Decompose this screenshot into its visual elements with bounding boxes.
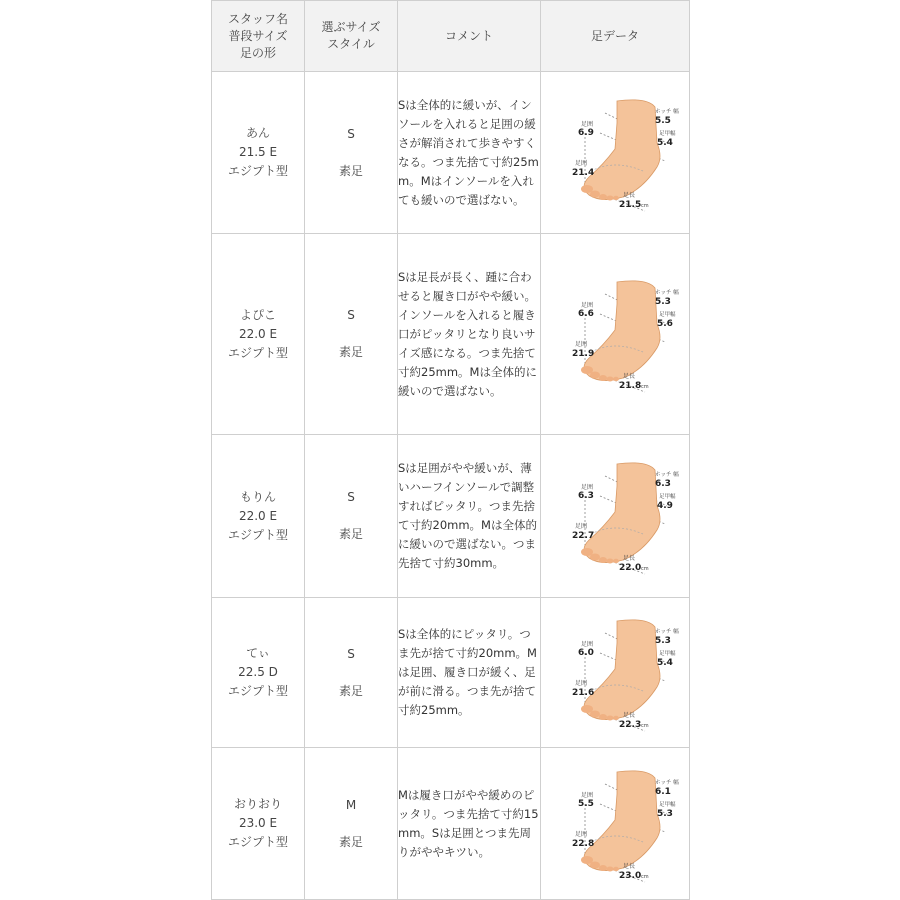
staff-name: よぴこ: [239, 307, 276, 322]
chosen-size: S: [347, 126, 355, 141]
length-label: 足長: [623, 191, 636, 199]
toe-width-label: ホッチ 幅: [655, 779, 679, 786]
foot-shape: エジプト型: [227, 835, 288, 849]
foot-diagram: [545, 764, 685, 884]
length-unit: cm: [641, 873, 649, 880]
table-row: [212, 72, 690, 234]
table-row: [212, 435, 690, 598]
foot-length-value: 22.3: [619, 719, 642, 730]
chosen-size: M: [345, 797, 357, 812]
girth-label: 足囲: [575, 341, 588, 348]
length-label: 足長: [623, 555, 636, 562]
foot-girth-value: 22.8: [572, 838, 595, 849]
foot-diagram: [545, 93, 685, 213]
instep-label: 足囲: [581, 484, 594, 491]
length-unit: cm: [641, 202, 649, 209]
girth-label: 足囲: [575, 679, 588, 687]
foot-shape: エジプト型: [227, 527, 288, 542]
chosen-size: S: [347, 490, 355, 504]
staff-cell: [212, 598, 305, 748]
toe-width-value: 5.3: [655, 635, 671, 646]
ball-width-value: 4.9: [657, 501, 673, 511]
table-row: [212, 748, 690, 900]
foot-data-cell: [541, 72, 690, 234]
foot-diagram: [545, 274, 685, 394]
header-foot-data: 足データ: [541, 1, 690, 72]
size-cell: [305, 72, 398, 234]
staff-cell: [212, 435, 305, 598]
header-staff: スタッフ名 普段サイズ 足の形: [212, 1, 305, 72]
usual-size: 22.0 E: [238, 508, 278, 523]
foot-shape: エジプト型: [227, 345, 288, 360]
style: 素足: [338, 163, 363, 178]
toe-width-label: ホッチ 幅: [655, 628, 679, 635]
foot-height-value: 6.6: [578, 309, 594, 319]
foot-height-value: 6.0: [578, 647, 594, 658]
staff-name: もりん: [239, 489, 276, 504]
ball-width-value: 5.4: [657, 657, 673, 668]
chosen-size: S: [347, 308, 355, 322]
foot-height-value: 6.9: [578, 127, 594, 138]
foot-icon: [581, 281, 660, 382]
header-size-style: 選ぶサイズ スタイル: [305, 1, 398, 72]
ball-width-label: 足甲幅: [659, 494, 676, 500]
header-comment: コメント: [398, 1, 541, 72]
foot-data-cell: [541, 234, 690, 435]
style: 素足: [338, 834, 363, 849]
instep-label: 足囲: [581, 120, 594, 128]
instep-label: 足囲: [581, 791, 594, 799]
instep-label: 足囲: [581, 302, 594, 309]
ball-width-value: 5.4: [657, 137, 673, 148]
size-cell: [305, 598, 398, 748]
foot-icon: [581, 99, 660, 200]
table-row: [212, 234, 690, 435]
ball-width-label: 足甲幅: [659, 650, 676, 657]
comment-cell: Sは全体的に緩いが、インソールを入れると足囲の緩さが解消されて歩きやすくなる。つま先捨て寸約25mm。Mはインソールを入れても緩いので選ばない。: [398, 72, 541, 234]
foot-data-cell: [541, 748, 690, 900]
foot-icon: [581, 463, 660, 564]
style: 素足: [338, 527, 363, 541]
foot-height-value: 6.3: [578, 491, 594, 501]
comment-cell: Sは全体的にピッタリ。つま先が捨て寸約20mm。Mは足囲、履き口が緩く、足が前に滑る。つま先が捨て寸約25mm。: [398, 598, 541, 748]
usual-size: 23.0 E: [238, 816, 278, 830]
foot-girth-value: 22.7: [572, 531, 595, 541]
length-unit: cm: [641, 384, 649, 390]
foot-shape: エジプト型: [227, 684, 288, 698]
toe-width-value: 5.5: [655, 115, 671, 126]
foot-length-value: 21.8: [619, 381, 642, 391]
foot-diagram: [545, 613, 685, 733]
staff-cell: [212, 72, 305, 234]
girth-label: 足囲: [575, 159, 588, 167]
toe-width-label: ホッチ 幅: [655, 472, 679, 478]
foot-girth-value: 21.4: [572, 167, 595, 178]
foot-girth-value: 21.6: [572, 687, 595, 698]
toe-width-value: 6.3: [655, 479, 671, 489]
girth-label: 足囲: [575, 523, 588, 530]
ball-width-label: 足甲幅: [659, 801, 676, 808]
foot-length-value: 22.0: [619, 563, 642, 573]
length-unit: cm: [641, 566, 649, 572]
toe-width-value: 5.3: [655, 297, 671, 307]
foot-length-value: 21.5: [619, 199, 642, 210]
staff-cell: [212, 234, 305, 435]
toe-width-value: 6.1: [655, 786, 671, 797]
staff-name: てぃ: [246, 646, 270, 660]
comment-cell: Sは足長が長く、踵に合わせると履き口がやや緩い。インソールを入れると履き口がピッタリとなり良いサイズ感になる。つま先捨て寸約25mm。Mは全体的に緩いので選ばない。: [398, 234, 541, 435]
size-cell: [305, 748, 398, 900]
length-label: 足長: [623, 373, 636, 380]
usual-size: 22.5 D: [238, 665, 278, 679]
foot-length-value: 23.0: [619, 870, 642, 881]
length-label: 足長: [623, 711, 636, 719]
length-label: 足長: [623, 862, 636, 870]
foot-icon: [581, 619, 660, 720]
ball-width-label: 足甲幅: [659, 312, 676, 318]
comment-cell: Mは履き口がやや緩めのピッタリ。つま先捨て寸約15mm。Sは足囲とつま先周りがややキツい。: [398, 748, 541, 900]
length-unit: cm: [641, 722, 649, 729]
foot-data-cell: [541, 598, 690, 748]
staff-name: おりおり: [233, 797, 282, 811]
toe-width-label: ホッチ 幅: [655, 290, 679, 296]
ball-width-label: 足甲幅: [659, 130, 676, 137]
foot-shape: エジプト型: [227, 164, 288, 178]
foot-girth-value: 21.9: [572, 349, 595, 359]
staff-name: あん: [245, 126, 270, 140]
staff-size-table: [211, 0, 690, 900]
instep-label: 足囲: [581, 640, 594, 648]
comment-cell: Sは足囲がやや緩いが、薄いハーフインソールで調整すればピッタリ。つま先捨て寸約20mm。Mは全体的に緩いので選ばない。つま先捨て寸約30mm。: [398, 435, 541, 598]
size-cell: [305, 234, 398, 435]
chosen-size: S: [347, 646, 355, 661]
foot-diagram: [545, 456, 685, 576]
ball-width-value: 5.6: [657, 319, 673, 329]
staff-cell: [212, 748, 305, 900]
size-cell: [305, 435, 398, 598]
usual-size: 22.0 E: [238, 326, 278, 341]
foot-height-value: 5.5: [578, 798, 594, 809]
style: 素足: [338, 345, 363, 359]
table-header-row: [212, 1, 690, 72]
toe-width-label: ホッチ 幅: [655, 108, 679, 115]
foot-icon: [581, 770, 660, 871]
ball-width-value: 5.3: [657, 808, 673, 819]
table-row: [212, 598, 690, 748]
usual-size: 21.5 E: [238, 145, 278, 159]
style: 素足: [338, 683, 363, 698]
girth-label: 足囲: [575, 830, 588, 838]
foot-data-cell: [541, 435, 690, 598]
